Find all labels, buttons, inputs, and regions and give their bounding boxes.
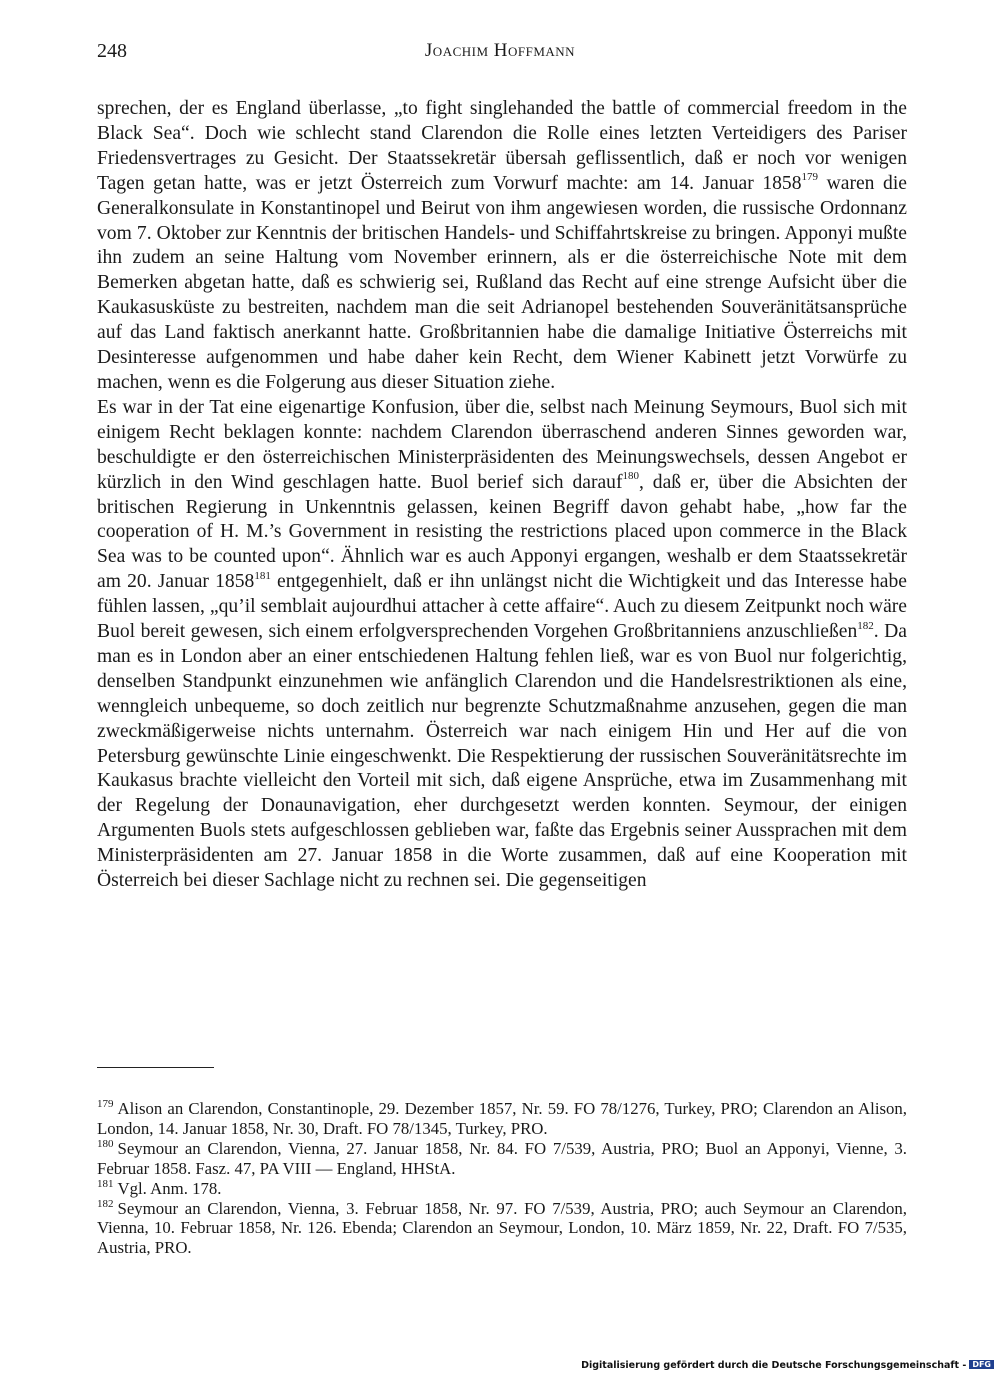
footnote-number: 179 — [97, 1098, 114, 1111]
digitization-credit — [581, 1360, 994, 1371]
paragraph-2-text-b: , daß er, über die Absichten der britischen Regierung in Unkenntnis gelassen, keinen Begriff davon gehabt habe, „how far the cooperation of H. M.’s Government in resisting the restrictions placed upon commerce in the Black Sea was to be counted upon“. Ähnlich war es auch Apponyi ergangen, weshalb er dem Staatssekretär am 20. Januar 1858 — [97, 471, 907, 593]
paragraph-1-text-b: waren die Generalkonsulate in Konstantinopel und Beirut von ihm angewiesen worden, die russische Ordonnanz vom 7. Oktober zur Kenntnis der britischen Handels- und Schiffahrtskreise zu bringen. Apponyi mußte ihn zudem an seine Haltung vom November erinnern, als er die österreichische Note mit dem Bemerken abgetan hatte, daß es schwierig sei, Rußland das Recht auf eine strenge Aufsicht über die Kaukasusküste zu bestreiten, nachdem man die seit Adrianopel bestehenden Souveränitätsansprüche auf das Land faktisch anerkannt hatte. Großbritannien habe die damalige Initiative Österreichs mit Desinteresse aufgenommen und habe daher kein Recht, dem Wiener Kabinett jetzt Vorwürfe zu machen, wenn es die Folgerung aus dieser Situation ziehe. — [97, 172, 907, 393]
footnote-number: 181 — [97, 1178, 114, 1191]
paragraph-1-text-a: sprechen, der es England überlasse, „to fight singlehanded the battle of commercial freedom in the Black Sea“. Doch wie schlecht stand Clarendon die Rolle eines letzten Verteidigers des Pariser Friedensvertrages zu Gesicht. Der Staatssekretär übersah geflissentlich, daß er noch vor wenigen Tagen getan hatte, was er jetzt Österreich zum Vorwurf machte: am 14. Januar 1858 — [97, 98, 907, 194]
paragraph-2-text-d: . Da man es in London aber an einer entschiedenen Haltung fehlen ließ, war es von Buol nur folgerichtig, denselben Standpunkt einzunehmen wie anfänglich Clarendon und die Handelsrestriktionen als eine, wenngleich unbequeme, so doch zeitlich nur begrenzte Schutzmaßnahme anzusehen, gegen die man zweckmäßigerweise nichts unternahm. Österreich war nach einigem Hin und Her auf die von Petersburg gewünschte Linie eingeschwenkt. Die Respektierung der russischen Souveränitätsrechte im Kaukasus brachte vielleicht den Vorteil mit sich, daß eigene Ansprüche, etwa im Zusammenhang mit der Regelung der Donaunavigation, eher durchgesetzt werden konnten. Seymour, der einigen Argumenten Buols stets aufgeschlossen geblieben war, faßte das Ergebnis seiner Aussprachen mit dem Ministerpräsidenten am 27. Januar 1858 in die Worte zusammen, daß auf eine Kooperation mit Österreich bei dieser Sachlage nicht zu rechnen sei. Die gegenseitigen — [97, 621, 907, 892]
footnote-text: Alison an Clarendon, Constantinople, 29. Dezember 1857, Nr. 59. FO 78/1276, Turkey, PRO; Clarendon an Alison, London, 14. Januar 1858, Nr. 30, Draft. FO 78/1345, Turkey, PRO. — [97, 1099, 907, 1138]
footnote-181 — [97, 1179, 907, 1199]
footnote-separator — [97, 1067, 214, 1068]
body-text — [97, 97, 907, 894]
footnote-number: 180 — [97, 1138, 114, 1151]
footnote-ref-180[interactable]: 180 — [622, 470, 640, 483]
paragraph-1 — [97, 97, 907, 396]
footnote-number: 182 — [97, 1197, 114, 1210]
footnote-text: Vgl. Anm. 178. — [117, 1178, 222, 1198]
paragraph-2 — [97, 396, 907, 894]
page-number: 248 — [97, 40, 127, 62]
footnote-text: Seymour an Clarendon, Vienna, 3. Februar 1858, Nr. 97. FO 7/539, Austria, PRO; auch Seymour an Clarendon, Vienna, 10. Februar 1858, Nr. 126. Ebenda; Clarendon an Seymour, London, 10. März 1859, Nr. 22, Draft. FO 7/535, Austria, PRO. — [97, 1198, 907, 1258]
footnote-179 — [97, 1099, 907, 1139]
footnotes — [97, 1099, 907, 1258]
footnote-text: Seymour an Clarendon, Vienna, 27. Januar 1858, Nr. 84. FO 7/539, Austria, PRO; Buol an Apponyi, Vienne, 3. Februar 1858. Fasz. 47, PA VIII — England, HHStA. — [97, 1138, 907, 1178]
footnote-ref-181[interactable]: 181 — [254, 569, 271, 582]
credit-text: Digitalisierung gefördert durch die Deutsche Forschungsgemeinschaft - — [581, 1360, 967, 1371]
footnote-ref-179[interactable]: 179 — [801, 171, 819, 184]
paragraph-2-text-c: entgegenhielt, daß er ihn unlängst nicht die Wichtigkeit und das Interesse habe fühlen lassen, „qu’il semblait aujourdhui attacher à cette affaire“. Auch zu diesem Zeitpunkt noch wäre Buol bereit gewesen, sich einem erfolgversprechenden Vorgehen Großbritanniens anzuschließen — [97, 571, 907, 643]
footnote-180 — [97, 1139, 907, 1179]
running-head: Joachim Hoffmann — [424, 40, 576, 61]
footnote-ref-182[interactable]: 182 — [857, 619, 874, 632]
dfg-logo: DFG — [969, 1360, 994, 1369]
footnote-182 — [97, 1199, 907, 1259]
paragraph-2-text-a: Es war in der Tat eine eigenartige Konfusion, über die, selbst nach Meinung Seymours, Buol sich mit einigem Recht beklagen konnte: nachdem Clarendon überraschend anderen Sinnes geworden war, beschuldigte er den österreichischen Ministerpräsidenten des Meinungswechsels, dessen Angebot er kürzlich in den Wind geschlagen hatte. Buol berief sich darauf — [97, 396, 907, 493]
